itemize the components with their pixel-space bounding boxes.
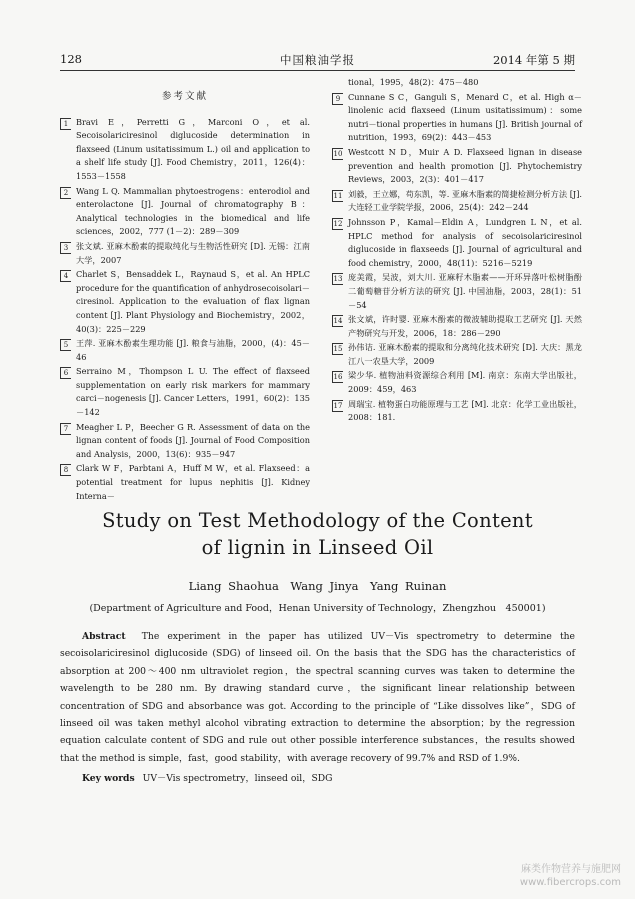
reference-item (60, 337, 310, 364)
keywords-label: Key words (82, 773, 135, 784)
reference-text: Westcott N D，Muir A D. Flaxseed lignan in disease prevention and health promotion [J]. Phytochemistry Reviews，2003，2(3)：401－417 (348, 146, 582, 185)
reference-text: Meagher L P，Beecher G R. Assessment of data on the lignan content of foods [J]. Journal of Food Composition and Analysis，2000，13(6)：935－947 (76, 421, 310, 459)
reference-number: 14 (333, 317, 343, 326)
reference-text: 张文斌. 亚麻木酚素的提取纯化与生物活性研究 [D]. 无锡：江南大学，2007 (76, 240, 310, 265)
header-rule (60, 70, 575, 71)
reference-number: 3 (60, 242, 71, 254)
running-header (60, 50, 575, 68)
reference-item (60, 268, 310, 336)
english-title (60, 507, 575, 561)
reference-item (332, 91, 582, 145)
watermark (520, 863, 621, 889)
abstract (60, 628, 575, 767)
reference-text: Charlet S，Bensaddek L，Raynaud S，et al. An HPLC procedure for the quantification of anhydrosecoisolari－ciresinol. Application to the evaluation of flax lignan content [J]. Plant Physiology and Biochemistry，2002，40(3)：225－229 (76, 269, 310, 334)
reference-item (332, 146, 582, 187)
reference-item (332, 188, 582, 215)
abstract-label: Abstract (82, 631, 126, 642)
reference-number: 8 (60, 464, 71, 476)
reference-number: 13 (333, 275, 343, 284)
references-right-column (332, 76, 582, 426)
reference-text: 孙伟诘. 亚麻木酚素的提取和分离纯化技术研究 [D]. 大庆：黑龙江八一农垦大学，2009 (348, 342, 582, 366)
reference-number: 16 (333, 373, 343, 382)
reference-number: 12 (333, 219, 343, 228)
reference-text: 梁少华. 植物油料资源综合利用 [M]. 南京：东南大学出版社，2009：459，463 (348, 370, 582, 395)
reference-item (60, 365, 310, 419)
reference-item (332, 216, 582, 270)
reference-number: 10 (333, 149, 343, 158)
reference-item (332, 369, 582, 396)
reference-item (60, 421, 310, 462)
title-line-2: of lignin in Linseed Oil (201, 536, 434, 559)
reference-number: 6 (60, 367, 71, 379)
reference-text: Clark W F，Parbtani A，Huff M W，et al. Flaxseed：a potential treatment for lupus nephitis [J]. Kidney Interna－ (76, 463, 310, 501)
reference-number: 2 (60, 187, 71, 199)
watermark-line-2: www.fibercrops.com (519, 877, 621, 888)
reference-text: 张文斌，许时婴. 亚麻木酚素的微波辅助提取工艺研究 [J]. 天然产物研究与开发，2006，18：286－290 (348, 314, 582, 338)
reference-item (332, 313, 582, 340)
watermark-line-1: 麻类作物营养与施肥网 (521, 864, 621, 875)
reference-number: 1 (60, 118, 71, 130)
reference-text: Serraino M，Thompson L U. The effect of flaxseed supplementation on early risk markers for mammary carci－nogenesis [J]. Cancer Letters，1991，60(2)：135－142 (76, 366, 310, 418)
affiliation: (Department of Agriculture and Food，Henan University of Technology，Zhengzhou 450001) (89, 603, 546, 614)
reference-continuation: tional，1995，48(2)：475－480 (348, 77, 479, 87)
reference-text: 周瑞宝. 植物蛋白功能原理与工艺 [M]. 北京：化学工业出版社，2008：181. (348, 398, 582, 423)
reference-number: 9 (332, 93, 343, 105)
reference-text: 庞美霞，吴波，刘大川. 亚麻籽木脂素——开环异落叶松树脂酚二葡萄糖苷分析方法的研究 [J]. 中国油脂，2003，28(1)：51－54 (348, 272, 582, 310)
reference-number: 4 (60, 270, 71, 282)
reference-item (60, 116, 310, 184)
keywords (82, 770, 332, 784)
reference-number: 17 (333, 401, 343, 410)
reference-item (332, 398, 582, 425)
reference-number: 15 (333, 345, 343, 354)
reference-item (60, 240, 310, 267)
references-left-column (60, 76, 310, 504)
reference-text: Cunnane S C，Ganguli S，Menard C，et al. High α－linolenic acid flaxseed (Linum usitatissimum)：some nutri－tional properties in humans [J]. British journal of nutrition，1993，69(2)：443－453 (348, 91, 582, 143)
reference-text: Johnsson P，Kamal－Eldin A，Lundgren L N，et al. HPLC method for analysis of secoisolariciresinol diglucoside in flaxseeds [J]. Journal of agricultural and food chemistry，2000，48(11)：5216－5219 (348, 216, 582, 268)
reference-text: 刘毅，王立娜，苟东凯，等. 亚麻木脂素的简捷检测分析方法 [J]. 大连轻工业学院学报，2006，25(4)：242－244 (348, 188, 582, 213)
title-line-1: Study on Test Methodology of the Content (102, 509, 533, 532)
reference-item (60, 185, 310, 239)
reference-number: 11 (333, 191, 343, 200)
reference-item (60, 462, 310, 503)
reference-number: 5 (60, 339, 71, 351)
reference-number: 7 (60, 423, 71, 435)
references-heading: 参考文献 (161, 91, 208, 102)
journal-name: 中国粮油学报 (280, 53, 355, 67)
keywords-text: UV－Vis spectrometry，linseed oil，SDG (142, 773, 333, 784)
issue-label: 2014 年第 5 期 (492, 53, 575, 67)
reference-text: Wang L Q. Mammalian phytoestrogens：enterodiol and enterolactone [J]. Journal of chromatography B：Analytical technologies in the biomedical and life sciences，2002，777 (1－2)：289－309 (76, 185, 310, 237)
reference-text: 王萍. 亚麻木酚素生理功能 [J]. 粮食与油脂，2000，(4)：45－46 (76, 338, 310, 362)
reference-item (332, 341, 582, 368)
abstract-text: The experiment in the paper has utilized UV－Vis spectrometry to determine the secoisolariciresinol diglucoside (SDG) of linseed oil. On the basis that the SDG has the characteristics of absorption at 200～400 nm ultraviolet region，the spectral scanning curves was taken to determine the wavelength to be 280 nm. By drawing standard curve，the significant linear relationship between concentration of SDG and absorbance was got. According to the principle of “Like dissolves like”，SDG of linseed oil was taken methyl alcohol vibrating extraction to determine the absorption；by the regression equation calculate content of SDG and rule out other possible interference substances，the results showed that the method is simple，fast，good stability，with average recovery of 99.7% and RSD of 1.9%. (60, 631, 575, 764)
page-number: 128 (60, 52, 82, 66)
author-list: Liang Shaohua Wang Jinya Yang Ruinan (188, 579, 447, 593)
reference-item (332, 271, 582, 312)
reference-text: Bravi E，Perretti G，Marconi O，et al. Secoisolariciresinol diglucoside determination in flaxseed (Linum usitatissimum L.) oil and application to a shelf life study [J]. Food Chemistry，2011，126(4)：1553－1558 (76, 116, 310, 181)
